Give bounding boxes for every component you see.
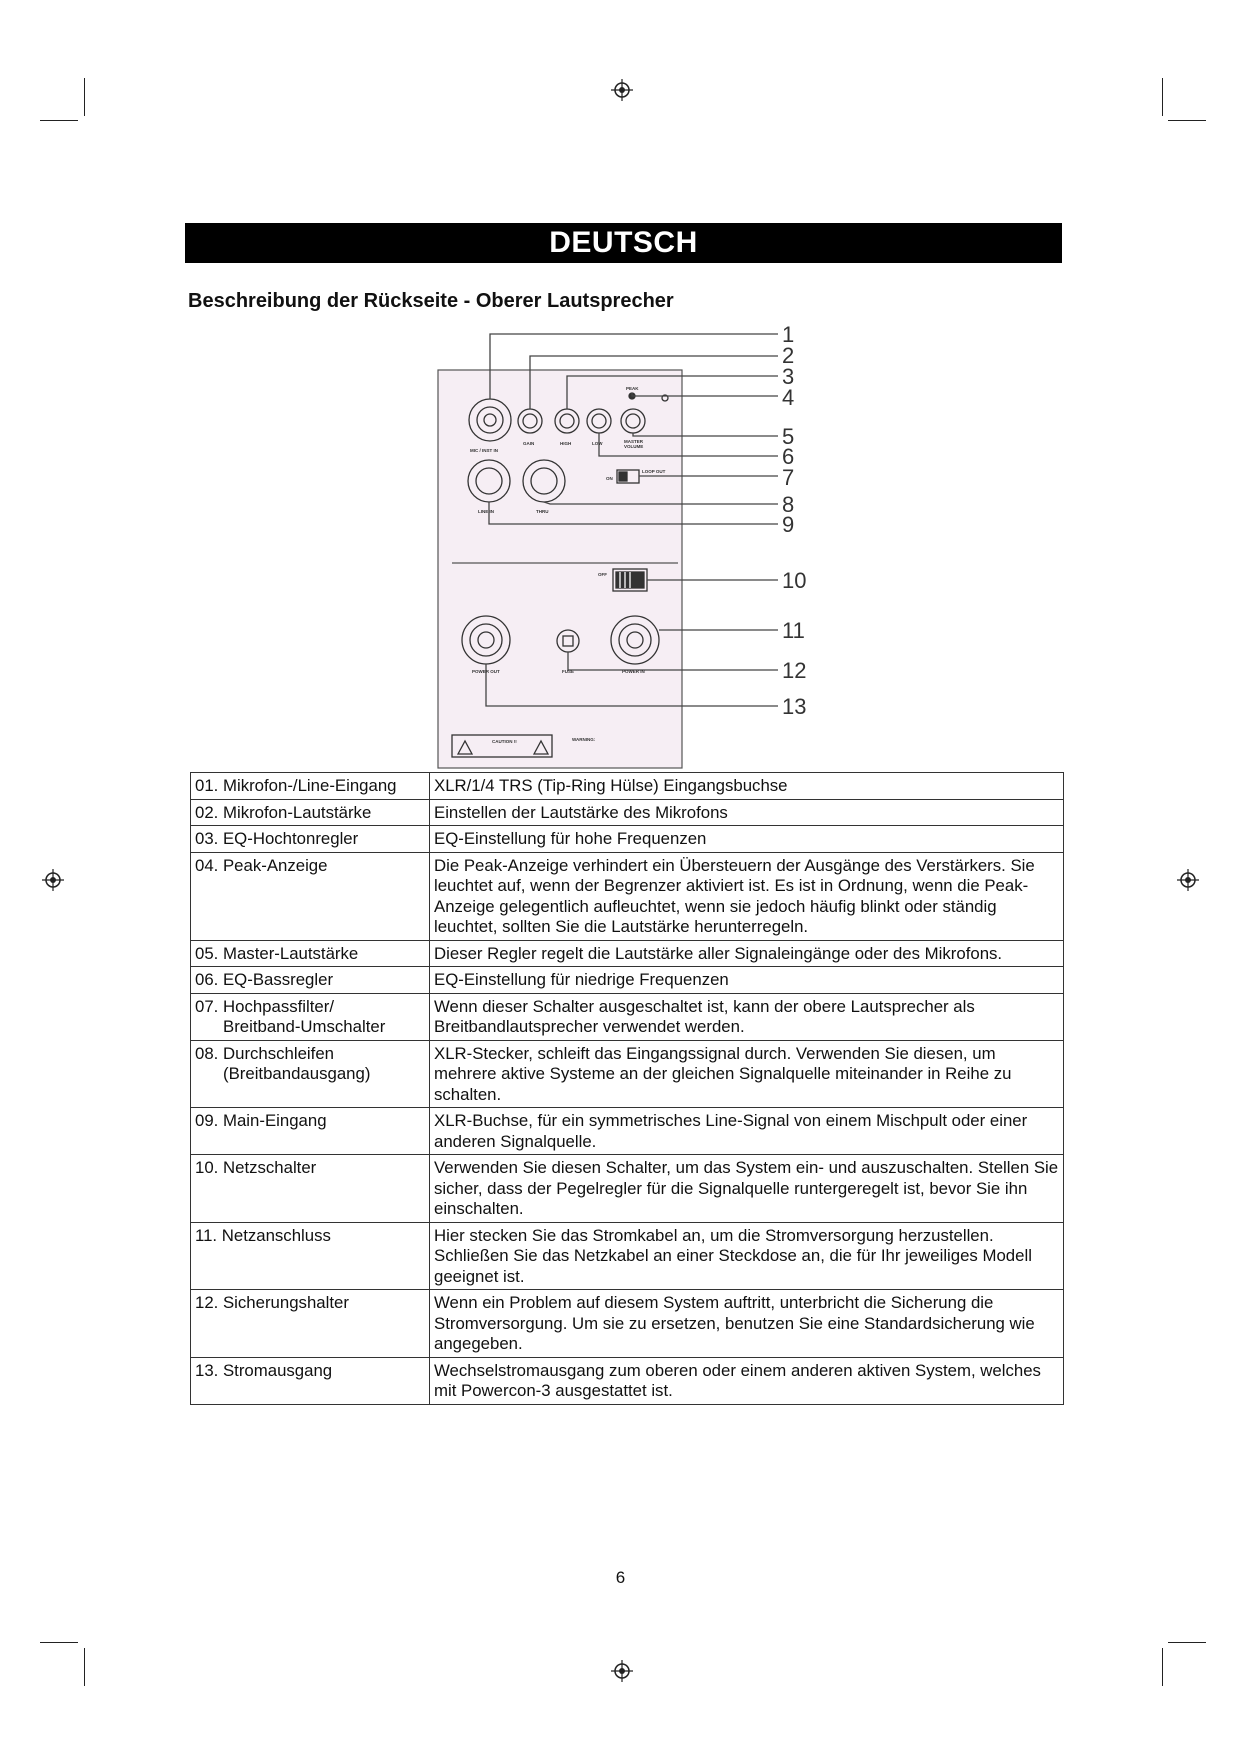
callout-number: 11 [782,618,805,643]
crop-mark [1162,1648,1163,1686]
crop-mark [84,78,85,116]
crop-mark [40,120,78,121]
table-row [191,940,1064,967]
page-number: 6 [615,1568,626,1587]
panel-label: LOW [592,441,603,446]
feature-description: Die Peak-Anzeige verhindert ein Übersteuern der Ausgänge des Verstärkers. Sie leuchtet auf, wenn der Begrenzer aktiviert ist. Es ist in Ordnung, wenn die Peak-Anzeige gelegentlich aufleuchtet, wenn sie jedoch häufig blinkt oder ständig leuchtet, sollten Sie die Lautstärke herunterregeln. [430,852,1064,940]
crop-mark [1162,78,1163,116]
crop-mark [1168,1642,1206,1643]
panel-label: VOLUME [624,444,644,449]
panel-label: MIC / INST IN [470,448,498,453]
crop-mark [40,1642,78,1643]
callout-number: 13 [782,694,807,719]
panel-label: LINE IN [478,509,495,514]
registration-mark-icon [42,869,64,891]
registration-mark-icon [1177,869,1199,891]
panel-label: THRU [536,509,549,514]
callout-number: 7 [782,465,795,490]
callout-number: 1 [782,322,795,347]
registration-mark-icon [611,1660,633,1682]
callout-number: 8 [782,492,795,517]
feature-label: 03. EQ-Hochtonregler [191,826,430,853]
section-title: Beschreibung der Rückseite - Oberer Lautsprecher [188,290,674,312]
feature-description: XLR/1/4 TRS (Tip-Ring Hülse) Eingangsbuchse [430,773,1064,800]
language-banner: DEUTSCH [185,223,1062,263]
callout-number: 10 [782,568,807,593]
panel-label: ON [606,476,613,481]
feature-label: 01. Mikrofon-/Line-Eingang [191,773,430,800]
feature-description: EQ-Einstellung für hohe Frequenzen [430,826,1064,853]
panel-label: FUSE [562,669,575,674]
callout-number: 3 [782,364,795,389]
table-row [191,1108,1064,1155]
feature-label: 04. Peak-Anzeige [191,852,430,940]
table-row [191,852,1064,940]
registration-mark-icon [611,79,633,101]
feature-description: Wenn ein Problem auf diesem System auftritt, unterbricht die Sicherung die Stromversorgung. Um sie zu ersetzen, benutzen Sie eine Standardsicherung wie angegeben. [430,1290,1064,1358]
feature-description: Verwenden Sie diesen Schalter, um das System ein- und auszuschalten. Stellen Sie sicher, dass der Pegelregler für die Signalquelle runtergeregelt ist, bevor Sie ihn einschalten. [430,1155,1064,1223]
feature-label: 13. Stromausgang [191,1357,430,1404]
feature-label: 12. Sicherungshalter [191,1290,430,1358]
crop-mark [84,1648,85,1686]
feature-label: 09. Main-Eingang [191,1108,430,1155]
feature-label: 07. Hochpassfilter/ Breitband-Umschalter [191,993,430,1040]
rear-panel-diagram [430,318,830,770]
panel-label: WARNING: [572,737,596,742]
table-row [191,967,1064,994]
table-row [191,1290,1064,1358]
callout-number: 5 [782,424,795,449]
feature-label: 08. Durchschleifen (Breitbandausgang) [191,1040,430,1108]
feature-description: Hier stecken Sie das Stromkabel an, um die Stromversorgung herzustellen. Schließen Sie das Netzkabel an einer Steckdose an, die für Ihr jeweiliges Modell geeignet ist. [430,1222,1064,1290]
feature-description: XLR-Buchse, für ein symmetrisches Line-Signal von einem Mischpult oder einer anderen Signalquelle. [430,1108,1064,1155]
panel-label: PEAK [626,386,639,391]
feature-label: 06. EQ-Bassregler [191,967,430,994]
feature-description: Dieser Regler regelt die Lautstärke aller Signaleingänge oder des Mikrofons. [430,940,1064,967]
feature-description: EQ-Einstellung für niedrige Frequenzen [430,967,1064,994]
feature-label: 10. Netzschalter [191,1155,430,1223]
callout-number: 2 [782,343,795,368]
crop-mark [1168,120,1206,121]
panel-label: POWER IN [622,669,645,674]
table-row [191,993,1064,1040]
callout-number: 12 [782,658,807,683]
table-row [191,773,1064,800]
feature-label: 02. Mikrofon-Lautstärke [191,799,430,826]
panel-label: CAUTION !! [492,739,517,744]
feature-description: Wenn dieser Schalter ausgeschaltet ist, kann der obere Lautsprecher als Breitbandlautsprecher verwendet werden. [430,993,1064,1040]
rear-panel-description-table [190,772,1064,1405]
table-row [191,1040,1064,1108]
callout-number: 4 [782,385,795,410]
panel-label: GAIN [523,441,535,446]
table-row [191,1222,1064,1290]
panel-label: OFF [598,572,607,577]
feature-description: XLR-Stecker, schleift das Eingangssignal durch. Verwenden Sie diesen, um mehrere aktive Systeme an der gleichen Signalquelle miteinander in Reihe zu schalten. [430,1040,1064,1108]
panel-label: HIGH [560,441,572,446]
panel-label: MASTER [624,439,643,444]
table-row [191,1357,1064,1404]
feature-description: Wechselstromausgang zum oberen oder einem anderen aktiven System, welches mit Powercon-3 ausgestattet ist. [430,1357,1064,1404]
table-row [191,826,1064,853]
table-row [191,799,1064,826]
feature-description: Einstellen der Lautstärke des Mikrofons [430,799,1064,826]
panel-label: POWER OUT [472,669,500,674]
table-row [191,1155,1064,1223]
feature-label: 11. Netzanschluss [191,1222,430,1290]
panel-label: LOOP OUT [642,469,666,474]
callout-number: 6 [782,444,795,469]
feature-label: 05. Master-Lautstärke [191,940,430,967]
callout-number: 9 [782,512,795,537]
